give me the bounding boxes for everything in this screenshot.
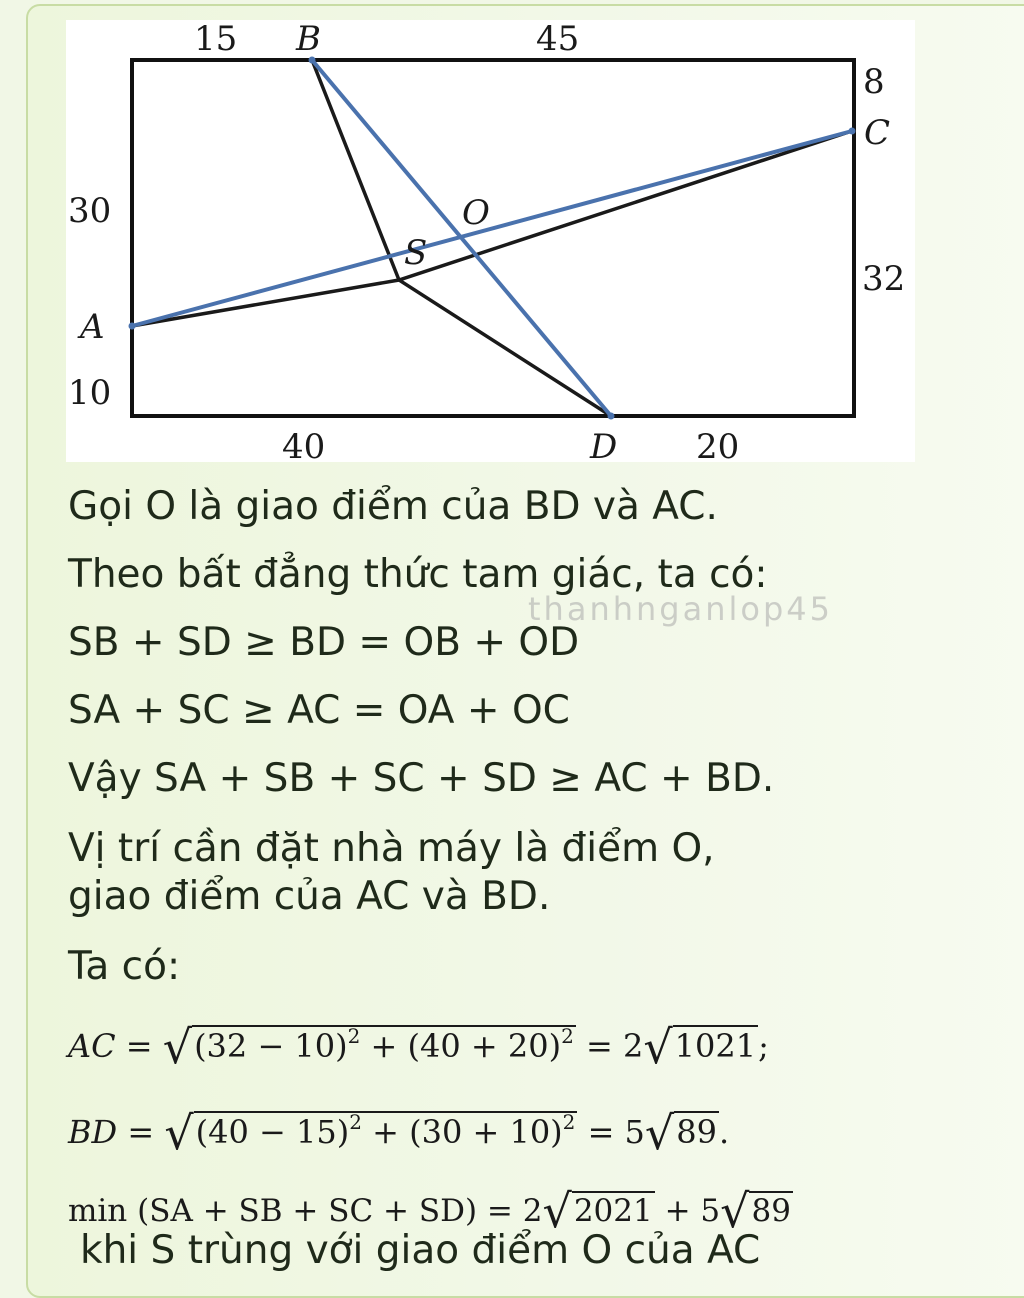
formula-ac-lhs: AC [68,1027,116,1065]
watermark: thanhnganlop45 [528,590,833,628]
dim-bottom-right: 20 [696,427,740,462]
plus-sign: + [664,1193,691,1229]
diagonal-bd [312,60,611,416]
sqrt-ac-result: √1021 [643,1020,757,1074]
point-c [849,128,856,135]
text-line-last: khi S trùng với giao điểm O của AC [80,1228,761,1273]
text-line-3: SB + SD ≥ BD = OB + OD [68,620,580,665]
dim-right-top: 8 [863,62,885,102]
ac-term-a: (32 − 10) [194,1027,348,1065]
bd-term-b: (30 + 10) [409,1113,563,1151]
bd-coefficient: 5 [624,1113,645,1151]
min-expression: min (SA + SB + SC + SD) [68,1193,478,1229]
equals-sign: = [125,1027,153,1065]
exponent: 2 [347,1024,361,1048]
label-b: B [296,20,321,59]
text-line-6: Vị trí cần đặt nhà máy là điểm O, [68,826,715,871]
sqrt-ac: $√(32 - 10)^2 + (40 + 20)^2$ [162,1020,574,1074]
dim-bottom-left: 40 [282,427,326,462]
label-s: S [404,233,428,273]
text-line-2: Theo bất đẳng thức tam giác, ta có: [68,552,768,597]
dim-right-bottom: 32 [862,259,906,299]
period: . [718,1113,730,1151]
formula-ac [68,1020,769,1074]
text-line-1: Gọi O là giao điểm của BD và AC. [68,484,718,529]
sqrt-bd: $√(40 - 15)^2 + (30 + 10)^2$ [164,1106,576,1160]
label-c: C [864,113,891,153]
geometry-figure [66,20,915,462]
equals-sign: = [486,1193,513,1229]
ac-coefficient: 2 [622,1027,644,1065]
formula-bd [68,1106,729,1160]
exponent: 2 [561,1024,574,1048]
sqrt-min-1: √2021 [542,1184,653,1238]
plus-sign: + [372,1113,399,1151]
sqrt-min-2: √89 [720,1184,791,1238]
diagonal-ac [132,131,852,326]
equals-sign: = [127,1113,155,1151]
equals-sign: = [587,1113,615,1151]
text-line-5: Vậy SA + SB + SC + SD ≥ AC + BD. [68,756,775,801]
equals-sign: = [585,1027,613,1065]
label-o: O [462,193,490,233]
ac-term-b: (40 + 20) [407,1027,562,1065]
text-line-7: giao điểm của AC và BD. [68,874,551,919]
text-line-8: Ta có: [68,944,181,989]
exponent: 2 [349,1110,362,1134]
label-d: D [590,427,618,462]
text-line-4: SA + SC ≥ AC = OA + OC [68,688,570,733]
point-a [129,323,136,330]
sqrt-bd-result: √89 [644,1106,717,1160]
dim-left-top: 30 [68,191,112,231]
rectangle-diagram [66,20,915,462]
rectangle-frame [132,60,854,416]
exponent: 2 [562,1110,576,1134]
label-a: A [80,307,105,347]
min-coefficient-1: 2 [522,1193,543,1229]
semicolon: ; [758,1027,769,1065]
bd-term-a: (40 − 15) [195,1113,350,1151]
point-d [608,413,615,420]
dim-left-bottom: 10 [68,373,112,413]
dim-top-left: 15 [194,20,238,59]
dim-top-right: 45 [536,20,580,59]
plus-sign: + [370,1027,398,1065]
formula-bd-lhs: BD [68,1113,118,1151]
min-coefficient-2: 5 [700,1193,721,1229]
